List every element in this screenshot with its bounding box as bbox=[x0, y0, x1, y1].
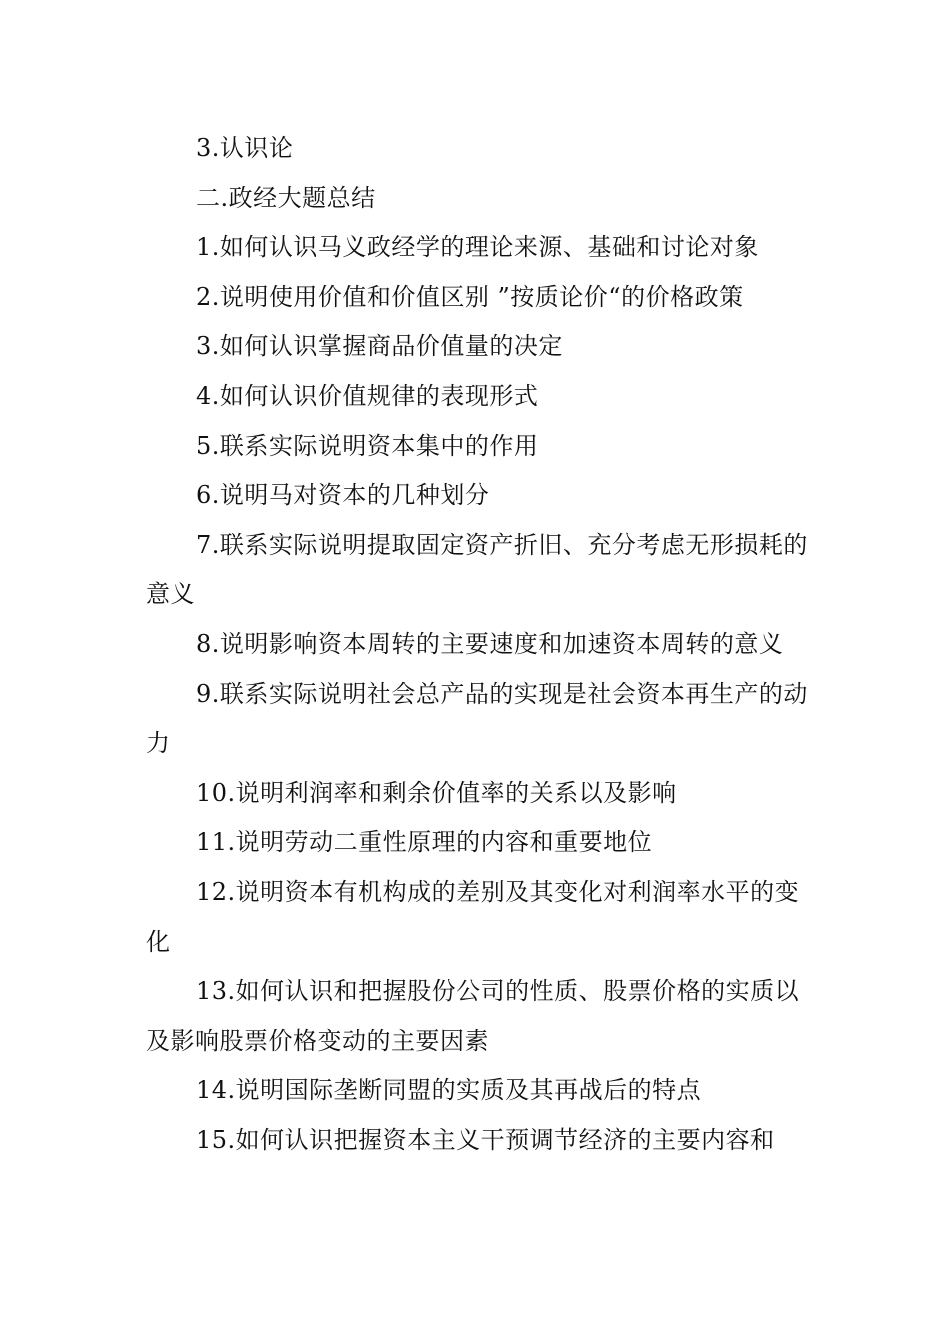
question-6: 6.说明马对资本的几种划分 bbox=[196, 481, 490, 510]
question-2: 2.说明使用价值和价值区别 ”按质论价“的价格政策 bbox=[196, 282, 744, 311]
question-10: 10.说明利润率和剩余价值率的关系以及影响 bbox=[196, 778, 677, 807]
paragraph-1: 3.认识论 bbox=[196, 134, 294, 162]
question-3: 3.如何认识掌握商品价值量的决定 bbox=[196, 332, 563, 361]
question-1: 1.如何认识马义政经学的理论来源、基础和讨论对象 bbox=[196, 233, 759, 262]
question-7: 7.联系实际说明提取固定资产折旧、充分考虑无形损耗的意义 bbox=[146, 530, 808, 609]
document-body bbox=[146, 124, 810, 1165]
section-heading: 二.政经大题总结 bbox=[196, 183, 376, 212]
question-9: 9.联系实际说明社会总产品的实现是社会资本再生产的动力 bbox=[146, 679, 808, 758]
question-12: 12.说明资本有机构成的差别及其变化对利润率水平的变化 bbox=[146, 877, 800, 956]
question-4: 4.如何认识价值规律的表现形式 bbox=[196, 381, 539, 410]
question-11: 11.说明劳动二重性原理的内容和重要地位 bbox=[196, 828, 653, 857]
question-5: 5.联系实际说明资本集中的作用 bbox=[196, 431, 539, 460]
question-13: 13.如何认识和把握股份公司的性质、股票价格的实质以及影响股票价格变动的主要因素 bbox=[146, 977, 800, 1055]
question-15: 15.如何认识把握资本主义干预调节经济的主要内容和 bbox=[196, 1125, 775, 1154]
question-8: 8.说明影响资本周转的主要速度和加速资本周转的意义 bbox=[196, 629, 784, 658]
question-14: 14.说明国际垄断同盟的实质及其再战后的特点 bbox=[196, 1076, 702, 1105]
